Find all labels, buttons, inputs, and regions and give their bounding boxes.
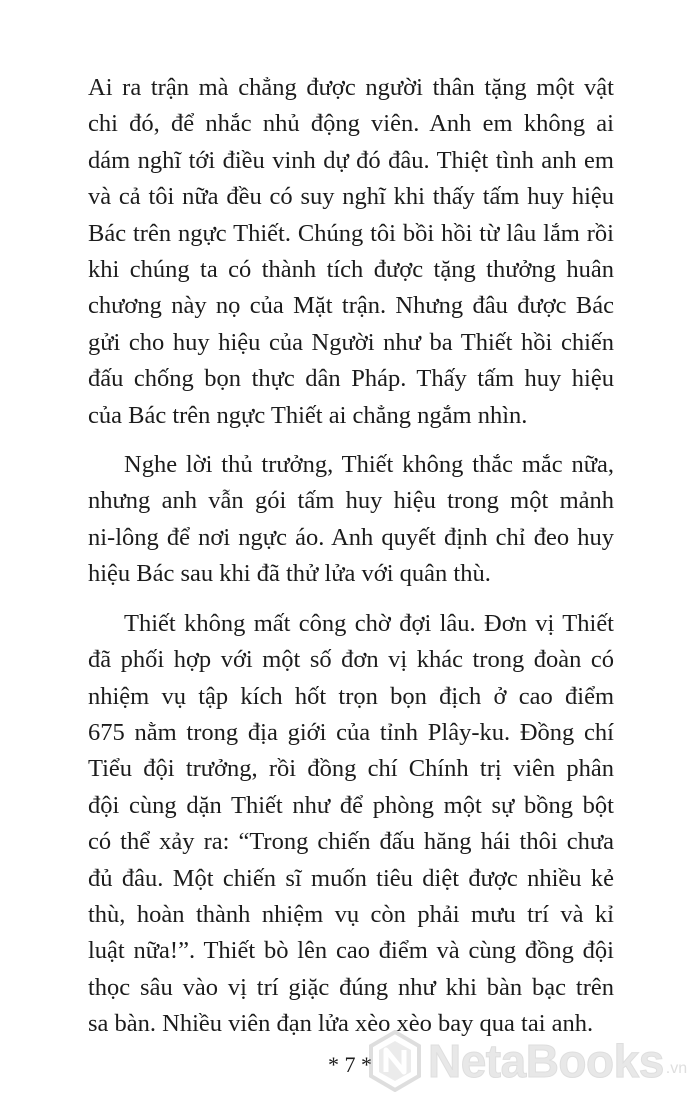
- text-line: có thể xảy ra: “Trong chiến đấu hăng hái thôi chưa: [88, 828, 614, 856]
- paragraph-1: [88, 70, 614, 434]
- text-line: đủ đâu. Một chiến sĩ muốn tiêu diệt được nhiều kẻ: [88, 864, 614, 892]
- text-line: sa bàn. Nhiều viên đạn lửa xèo xèo bay qua tai anh.: [88, 1010, 594, 1038]
- text-line: đội cùng dặn Thiết như để phòng một sự bồng bột: [88, 791, 614, 819]
- text-line: Bác trên ngực Thiết. Chúng tôi bồi hồi từ lâu lắm rồi: [88, 219, 614, 247]
- text-line: Ai ra trận mà chẳng được người thân tặng một vật: [88, 74, 614, 101]
- netabooks-logo-icon: [368, 1030, 422, 1092]
- text-line: chương này nọ của Mặt trận. Nhưng đâu được Bác: [88, 292, 614, 320]
- text-line: đã phối hợp với một số đơn vị khác trong đoàn có: [88, 646, 614, 674]
- text-line: nhưng anh vẫn gói tấm huy hiệu trong một mảnh: [88, 487, 614, 515]
- page-body: [88, 70, 614, 1043]
- text-line: đấu chống bọn thực dân Pháp. Thấy tấm huy hiệu: [88, 365, 614, 393]
- text-line: và cả tôi nữa đều có suy nghĩ khi thấy tấm huy hiệu: [88, 183, 614, 211]
- text-line: thọc sâu vào vị trí giặc đúng như khi bàn bạc trên: [88, 973, 614, 1001]
- text-line: luật nữa!”. Thiết bò lên cao điểm và cùng đồng đội: [88, 937, 614, 965]
- netabooks-watermark: [368, 1030, 687, 1092]
- text-line: chi đó, để nhắc nhủ động viên. Anh em không ai: [88, 110, 614, 138]
- text-line: khi chúng ta có thành tích được tặng thưởng huân: [88, 256, 614, 284]
- text-line: gửi cho huy hiệu của Người như ba Thiết hồi chiến: [88, 328, 614, 356]
- paragraph-2: [88, 447, 614, 593]
- paragraph-3: [88, 606, 614, 1043]
- text-line: Tiểu đội trưởng, rồi đồng chí Chính trị viên phân: [88, 755, 614, 783]
- text-line: của Bác trên ngực Thiết ai chẳng ngắm nhìn.: [88, 401, 528, 429]
- text-line: Thiết không mất công chờ đợi lâu. Đơn vị Thiết: [124, 609, 614, 637]
- text-line: 675 nằm trong địa giới của tỉnh Plây-ku. Đồng chí: [88, 718, 614, 746]
- text-line: hiệu Bác sau khi đã thử lửa với quân thù.: [88, 560, 491, 588]
- text-line: ni-lông để nơi ngực áo. Anh quyết định chỉ đeo huy: [88, 523, 614, 551]
- text-line: nhiệm vụ tập kích hốt trọn bọn địch ở cao điểm: [88, 682, 614, 710]
- text-line: dám nghĩ tới điều vinh dự đó đâu. Thiệt tình anh em: [88, 146, 614, 174]
- text-line: Nghe lời thủ trưởng, Thiết không thắc mắc nữa,: [124, 451, 614, 479]
- text-line: thù, hoàn thành nhiệm vụ còn phải mưu trí và kỉ: [88, 900, 614, 928]
- watermark-brand: NetaBooks: [428, 1035, 664, 1087]
- page-number: * 7 *: [328, 1052, 372, 1077]
- watermark-suffix: .vn: [665, 1060, 688, 1077]
